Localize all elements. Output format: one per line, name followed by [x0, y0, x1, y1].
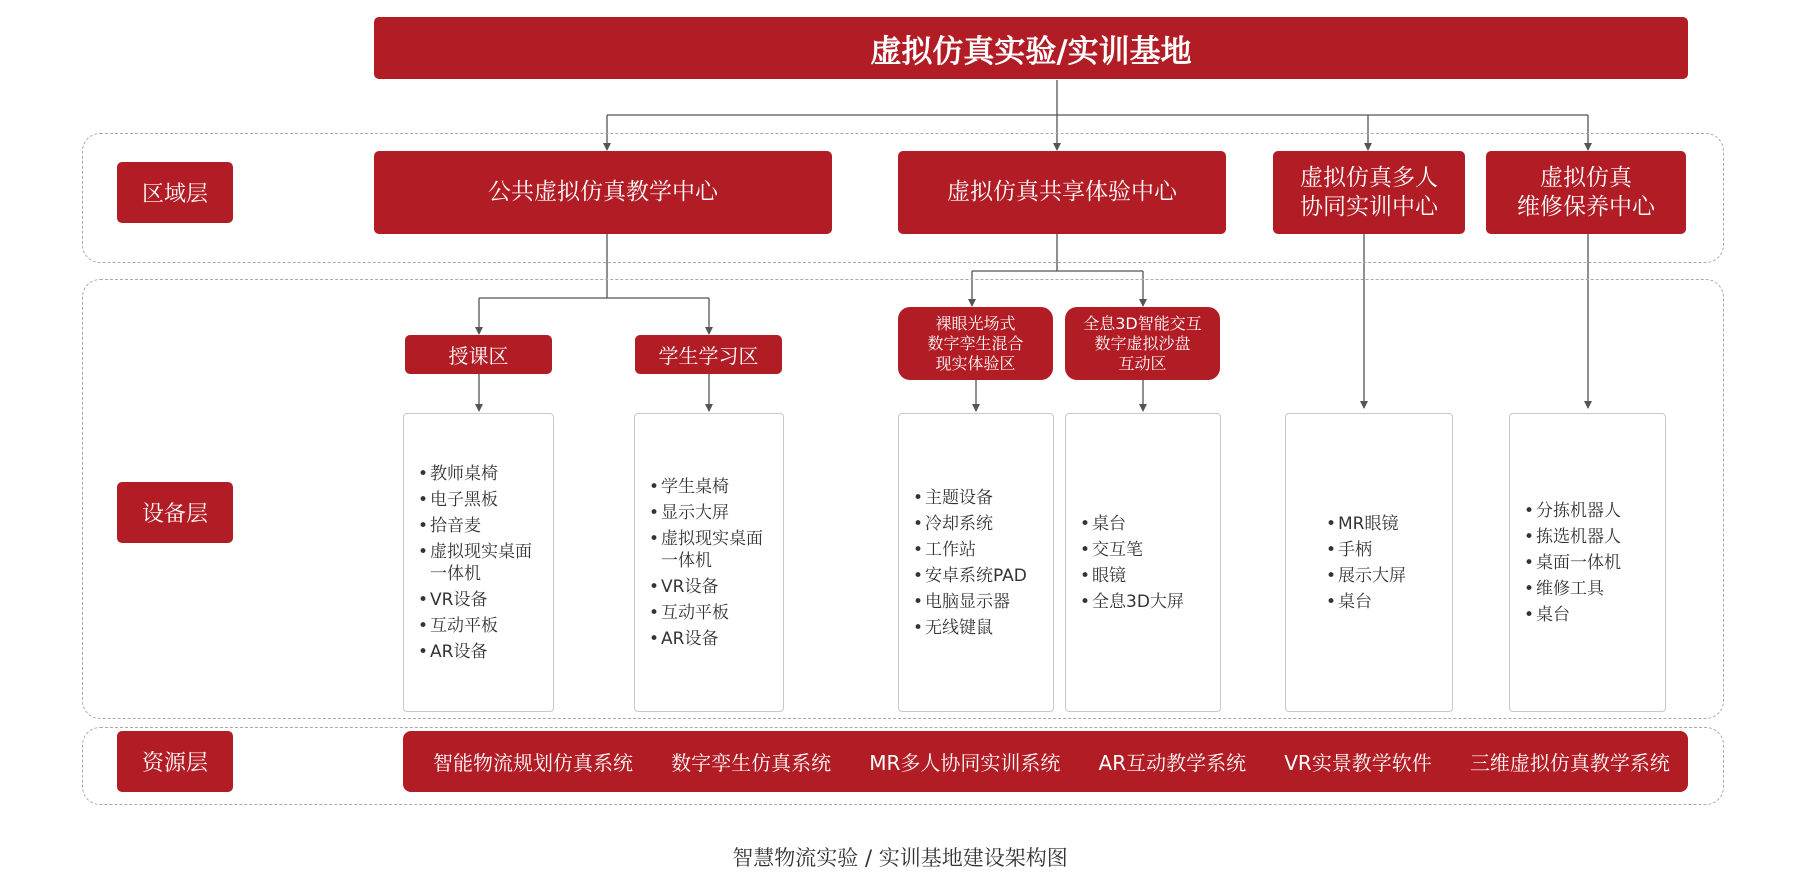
list-item: • 虚拟现实桌面 一体机 [649, 528, 783, 572]
list-item: • 分拣机器人 [1524, 500, 1665, 522]
list-item: • 电脑显示器 [913, 591, 1053, 613]
holographic-equipment-list [1065, 413, 1221, 712]
lecture-zone: 授课区 [405, 335, 552, 374]
list-item: • AR设备 [418, 641, 553, 663]
list-item: • 电子黑板 [418, 489, 553, 511]
maintenance-center: 虚拟仿真 维修保养中心 [1486, 151, 1686, 234]
list-item: • AR设备 [649, 628, 783, 650]
region-layer-label: 区域层 [117, 162, 233, 223]
student-equipment-list [634, 413, 784, 712]
diagram-caption: 智慧物流实验 / 实训基地建设架构图 [732, 846, 1068, 870]
lecture-equipment-list [403, 413, 554, 712]
resource-systems-bar [403, 731, 1688, 792]
resource-item: 数字孪生仿真系统 [671, 751, 832, 775]
naked-eye-mixed-reality-zone: 裸眼光场式 数字孪生混合 现实体验区 [898, 307, 1053, 380]
list-item: • 桌面一体机 [1524, 552, 1665, 574]
list-item: • 交互笔 [1080, 539, 1220, 561]
list-item: • 工作站 [913, 539, 1053, 561]
list-item: • 无线键鼠 [913, 617, 1053, 639]
maintenance-equipment-list [1509, 413, 1666, 712]
student-study-zone: 学生学习区 [635, 335, 782, 374]
resource-item: 智能物流规划仿真系统 [433, 751, 633, 775]
list-item: • 拣选机器人 [1524, 526, 1665, 548]
list-item: • 维修工具 [1524, 578, 1665, 600]
mixed-reality-equipment-list [898, 413, 1054, 712]
list-item: • 全息3D大屏 [1080, 591, 1220, 613]
equipment-layer-label: 设备层 [117, 482, 233, 543]
list-item: • 桌台 [1326, 591, 1452, 613]
list-item: • 冷却系统 [913, 513, 1053, 535]
resource-layer-label: 资源层 [117, 731, 233, 792]
shared-experience-center: 虚拟仿真共享体验中心 [898, 151, 1226, 234]
collaborative-equipment-list [1285, 413, 1453, 712]
resource-item: 三维虚拟仿真教学系统 [1469, 751, 1670, 775]
list-item: • MR眼镜 [1326, 513, 1452, 535]
list-item: • 眼镜 [1080, 565, 1220, 587]
list-item: • 互动平板 [649, 602, 783, 624]
list-item: • 桌台 [1080, 513, 1220, 535]
list-item: • VR设备 [649, 576, 783, 598]
list-item: • 拾音麦 [418, 515, 553, 537]
resource-item: AR互动教学系统 [1098, 751, 1247, 775]
list-item: • 互动平板 [418, 615, 553, 637]
list-item: • 安卓系统PAD [913, 565, 1053, 587]
resource-item: MR多人协同实训系统 [869, 751, 1061, 775]
list-item: • 手柄 [1326, 539, 1452, 561]
collaborative-training-center: 虚拟仿真多人 协同实训中心 [1273, 151, 1465, 234]
list-item: • 桌台 [1524, 604, 1665, 626]
list-item: • VR设备 [418, 589, 553, 611]
list-item: • 主题设备 [913, 487, 1053, 509]
holographic-sandbox-zone: 全息3D智能交互 数字虚拟沙盘 互动区 [1065, 307, 1220, 380]
public-teaching-center: 公共虚拟仿真教学中心 [374, 151, 832, 234]
list-item: • 显示大屏 [649, 502, 783, 524]
list-item: • 展示大屏 [1326, 565, 1452, 587]
list-item: • 学生桌椅 [649, 476, 783, 498]
list-item: • 教师桌椅 [418, 463, 553, 485]
list-item: • 虚拟现实桌面 一体机 [418, 541, 553, 585]
base-title: 虚拟仿真实验/实训基地 [374, 17, 1688, 79]
resource-item: VR实景教学软件 [1284, 751, 1432, 775]
